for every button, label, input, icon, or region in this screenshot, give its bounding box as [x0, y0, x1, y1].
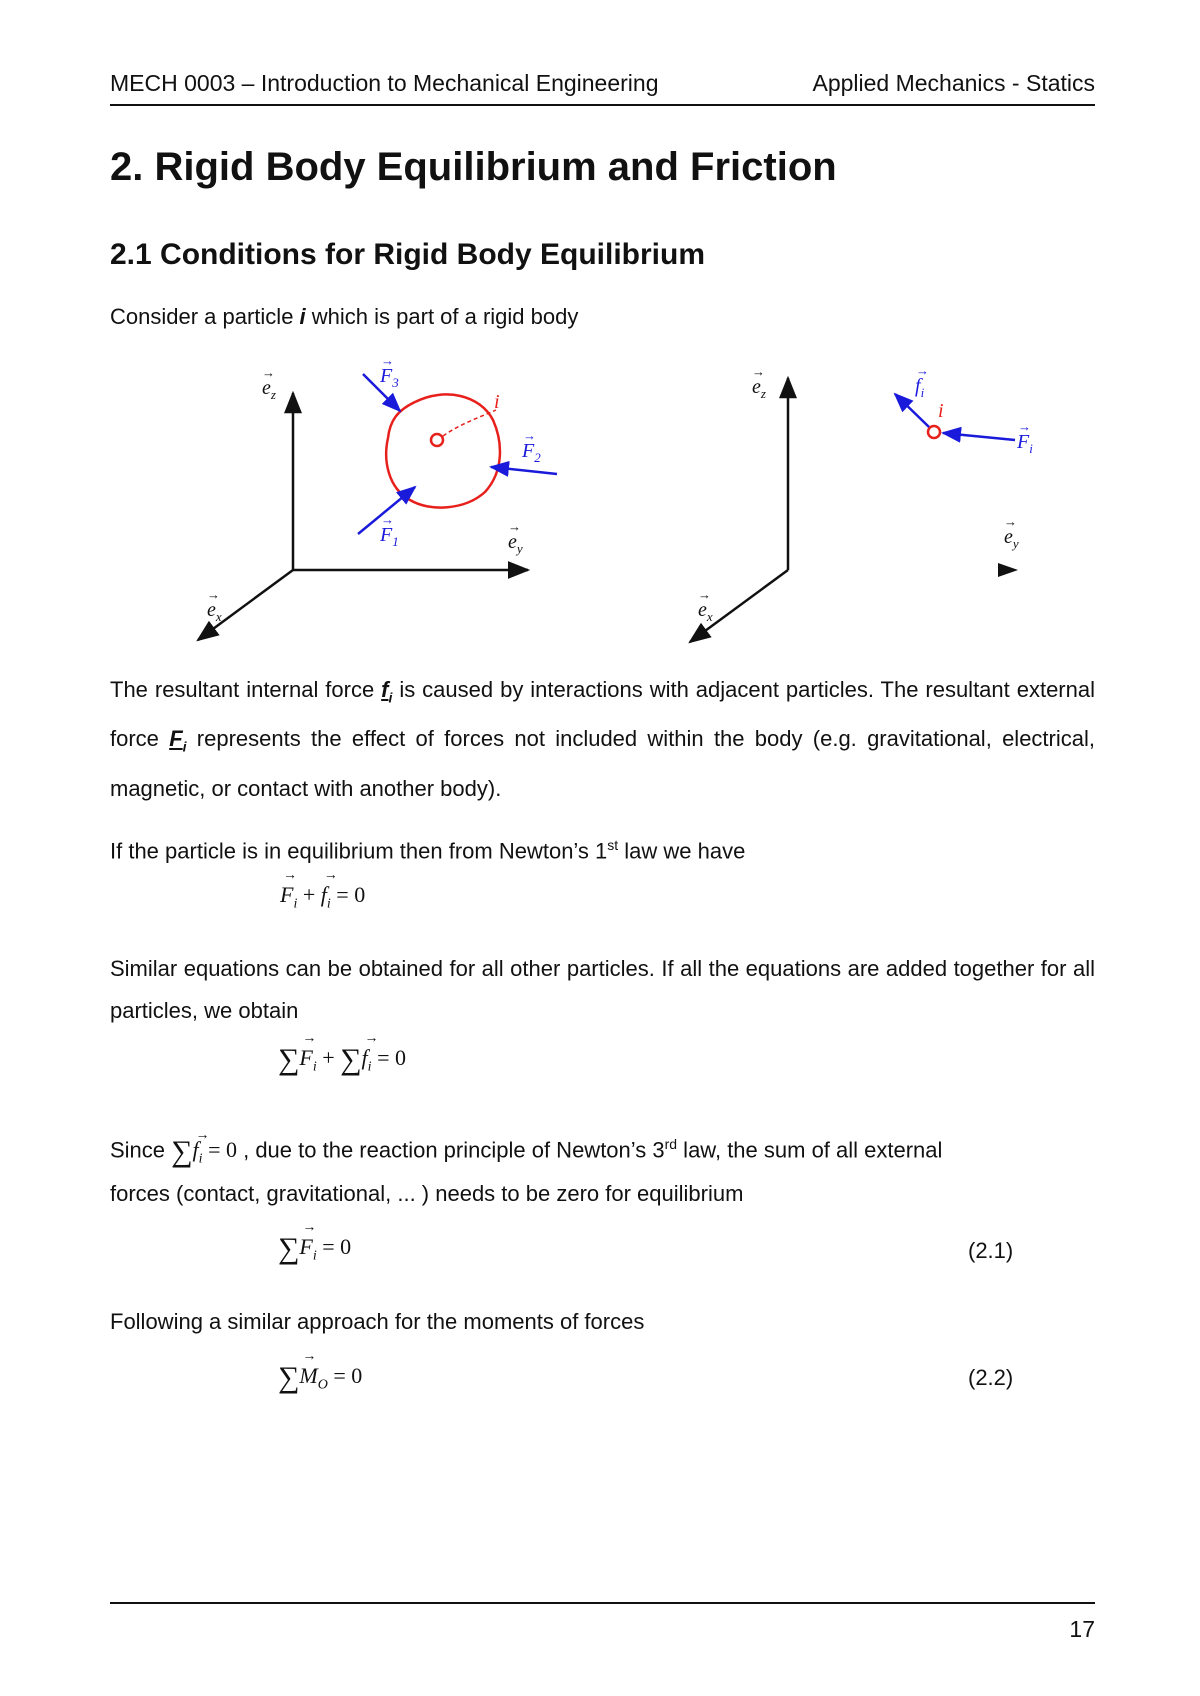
force-f3-label: $F_3$ — [380, 365, 399, 390]
eq3-term-a: → F — [299, 1234, 312, 1260]
para1-text-1: The resultant internal force — [110, 677, 382, 702]
external-force-label: $F_i$ — [1017, 431, 1033, 456]
equation-2-2-number: (2.2) — [968, 1365, 1014, 1390]
rigid-body-outline — [386, 394, 500, 507]
eq3-rhs: = 0 — [316, 1234, 352, 1259]
external-force-letter: F — [169, 726, 183, 752]
eq2-sum-symbol-2: ∑ — [340, 1043, 362, 1076]
right-x-label: $e_x$ — [698, 599, 713, 624]
equation-sum-forces — [278, 1043, 406, 1077]
right-z-vec-mark: → — [752, 364, 765, 379]
internal-external-paragraph — [110, 669, 1095, 810]
force-f1-label: $F_1$ — [380, 524, 399, 549]
internal-force-letter: f — [381, 677, 389, 702]
right-particle-label: i — [938, 400, 944, 422]
left-particle-label: i — [494, 391, 500, 413]
eq2-term-b: → f — [362, 1045, 368, 1071]
intro-text-after: which is part of a rigid body — [305, 304, 579, 329]
running-header-right: Applied Mechanics - Statics — [812, 70, 1095, 96]
right-y-vec-mark: → — [1004, 514, 1017, 529]
left-axes — [198, 393, 528, 640]
para4-superscript: rd — [664, 1136, 678, 1152]
newton-first-law-paragraph — [110, 824, 1095, 872]
eq2-term-a: → F — [299, 1045, 312, 1071]
eq2-operator: + — [316, 1045, 341, 1070]
left-y-vec-mark: → — [508, 519, 521, 534]
intro-particle-symbol: i — [299, 304, 306, 329]
right-y-axis-arrowhead — [998, 563, 1018, 577]
para4-eq-rhs: = 0 — [202, 1137, 237, 1163]
right-x-vec-mark: → — [698, 587, 711, 602]
equation-2-1 — [278, 1232, 351, 1266]
eq1-rhs: = 0 — [330, 882, 366, 907]
internal-force-label: $f_i$ — [915, 375, 925, 400]
para4-text-2: , due to the reaction principle of Newton’s 3 — [236, 1137, 665, 1163]
para1-text-2: is caused by interactions with adjacent particles. The resultant external force — [110, 677, 1095, 752]
force-f2-label: $F_2$ — [522, 440, 541, 465]
para2-text-2: law we have — [618, 838, 746, 864]
eq1-operator: + — [297, 882, 321, 907]
para4-eq-subscript: i — [198, 1151, 203, 1167]
right-y-label: $e_y$ — [1004, 526, 1019, 551]
para4-text-3: law, the sum of all external — [677, 1137, 943, 1163]
intro-text-before: Consider a particle — [110, 304, 300, 329]
eq2-term-a-subscript: i — [312, 1059, 317, 1075]
section-title: 2.1 Conditions for Rigid Body Equilibrium — [110, 238, 705, 271]
para4-inline-equation — [171, 1135, 237, 1169]
internal-force-subscript: i — [388, 689, 393, 706]
left-x-label: $e_x$ — [207, 599, 222, 624]
force-f1-vec-mark: → — [381, 512, 394, 527]
left-z-vec-mark: → — [262, 365, 275, 380]
para4-eq-variable: → f — [193, 1129, 199, 1171]
left-z-label: $e_z$ — [262, 377, 276, 402]
eq4-sum-symbol: ∑ — [278, 1361, 300, 1394]
newton-third-law-paragraph-line2: forces (contact, gravitational, ... ) needs to be zero for equilibrium — [110, 1181, 744, 1206]
force-f2-vec-mark: → — [523, 428, 536, 443]
eq2-term-b-subscript: i — [367, 1059, 372, 1075]
force-f2-arrow — [491, 467, 557, 474]
eq4-term-a-subscript: O — [317, 1377, 328, 1393]
left-y-label: $e_y$ — [508, 531, 523, 556]
left-particle-leader — [443, 410, 496, 436]
internal-force-symbol — [381, 677, 393, 706]
external-force-symbol — [169, 726, 187, 755]
right-z-label: $e_z$ — [752, 376, 766, 401]
eq4-term-a: → M — [299, 1363, 317, 1389]
para4-sum-symbol: ∑ — [171, 1135, 193, 1169]
para1-text-3: represents the effect of forces not included within the body (e.g. gravitational, electrical, magnetic, or contact with another body). — [110, 726, 1095, 801]
eq3-term-a-subscript: i — [312, 1248, 317, 1264]
sum-all-particles-paragraph: Similar equations can be obtained for all other particles. If all the equations are added together for all particles, we obtain — [110, 956, 1095, 1023]
external-force-subscript: i — [182, 738, 187, 755]
eq2-sum-symbol-1: ∑ — [278, 1043, 300, 1076]
moments-paragraph: Following a similar approach for the moments of forces — [110, 1309, 645, 1334]
eq2-rhs: = 0 — [371, 1045, 406, 1070]
eq4-rhs: = 0 — [327, 1363, 363, 1388]
force-f3-vec-mark: → — [381, 353, 394, 368]
equation-particle-equilibrium — [280, 882, 365, 912]
eq1-term-a: → F — [280, 882, 293, 908]
left-particle-marker — [431, 434, 443, 446]
right-axes — [690, 378, 1018, 642]
external-force-vec-mark: → — [1018, 419, 1031, 434]
page-number: 17 — [1069, 1616, 1095, 1642]
para2-superscript: st — [607, 837, 619, 853]
eq1-term-a-subscript: i — [293, 896, 298, 912]
eq3-sum-symbol: ∑ — [278, 1232, 300, 1265]
eq1-term-b-subscript: i — [326, 896, 331, 912]
running-header-left: MECH 0003 – Introduction to Mechanical Engineering — [110, 70, 659, 96]
chapter-title: 2. Rigid Body Equilibrium and Friction — [110, 145, 837, 189]
para2-text-1: If the particle is in equilibrium then from Newton’s 1 — [110, 838, 608, 864]
internal-force-vec-mark: → — [916, 363, 929, 378]
right-particle-marker — [928, 426, 940, 438]
para4-text-1: Since — [110, 1137, 172, 1163]
left-x-vec-mark: → — [207, 587, 220, 602]
footer-rule — [110, 1602, 1095, 1604]
equation-2-2 — [278, 1361, 362, 1395]
equation-2-1-number: (2.1) — [968, 1238, 1014, 1263]
eq1-term-b: → f — [321, 882, 327, 908]
external-force-arrow — [943, 433, 1015, 440]
